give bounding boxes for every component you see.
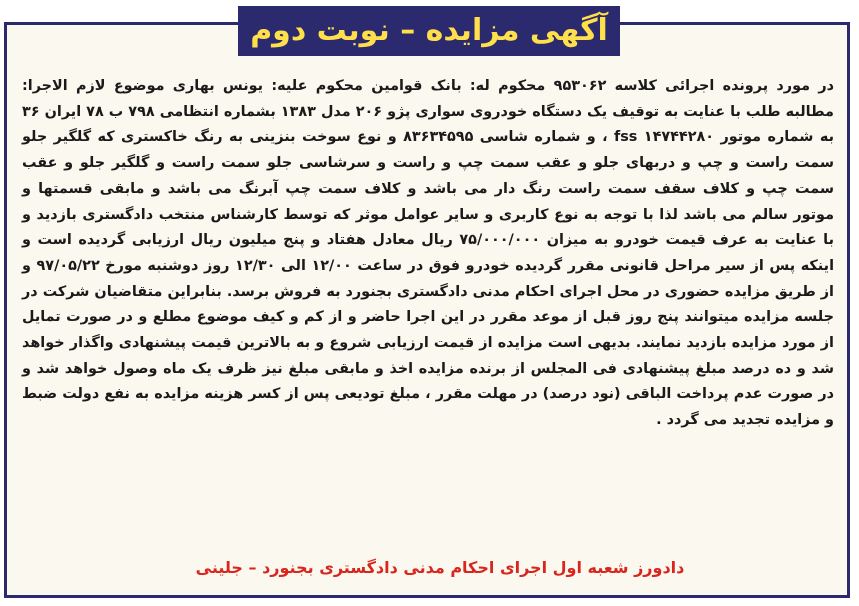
notice-body-text: در مورد پرونده اجرائی کلاسه ۹۵۳۰۶۲ محکوم له: بانک قوامین محکوم علیه: یونس بهاری موضوع لازم الاجرا: مطالبه طلب با عنایت به توقیف یک دستگاه خودروی سواری پژو ۲۰۶ مدل ۱۳۸۳ بشماره انتظامی ۷۹۸ ب ۷۸ ایران ۳۶ به شماره موتور ۱۴۷۴۴۲۸۰ fss ، و شماره شاسی ۸۳۶۳۴۵۹۵ و نوع سوخت بنزینی به رنگ خاکستری که گلگیر جلو سمت راست و چپ و دربهای جلو و عقب سمت چپ و راست و سرشاسی جلو سمت راست و گلگیر جلو و عقب سمت چپ و کلاف سقف سمت راست رنگ دار می باشد و کلاف سمت چپ آبرنگ می باشد و مابقی قسمتها و موتور سالم می باشد لذا با توجه به نوع کاربری و سایر عوامل موثر که توسط کارشناس منتخب دادگستری بازدید و با عنایت به عرف قیمت خودرو به میزان ۷۵/۰۰۰/۰۰۰ ریال معادل هفتاد و پنج میلیون ریال ارزیابی گردیده است و اینکه پس از سیر مراحل قانونی مقرر گردیده خودرو فوق در ساعت ۱۲/۰۰ الی ۱۲/۳۰ روز دوشنبه مورخ ۹۷/۰۵/۲۲ و از طریق مزایده حضوری در محل اجرای احکام مدنی دادگستری بجنورد به فروش برسد. بنابراین متقاضیان شرکت در جلسه مزایده میتوانند پنج روز قبل از موعد مقرر در این اجرا حاضر و از کم و کیف موضوع مطلع و در صورت تمایل از مورد مزایده بازدید نمایند. بدیهی است مزایده از قیمت ارزیابی شروع و به بالاترین قیمت پیشنهادی واگذار خواهد شد و ده درصد مبلغ پیشنهادی فی المجلس از برنده مزایده اخذ و مابقی مبلغ نیز ظرف یک ماه وصول خواهد شد و در صورت عدم پرداخت الباقی (نود درصد) در مهلت مقرر ، مبلغ تودیعی پس از کسر هزینه مزایده به نفع دولت ضبط و مزایده تجدید می گردد .	[22, 78, 835, 429]
notice-signature: دادورز شعبه اول اجرای احکام مدنی دادگستری بجنورد – جلینی	[195, 558, 685, 577]
notice-title: آگهی مزایده – نوبت دوم	[238, 6, 620, 56]
